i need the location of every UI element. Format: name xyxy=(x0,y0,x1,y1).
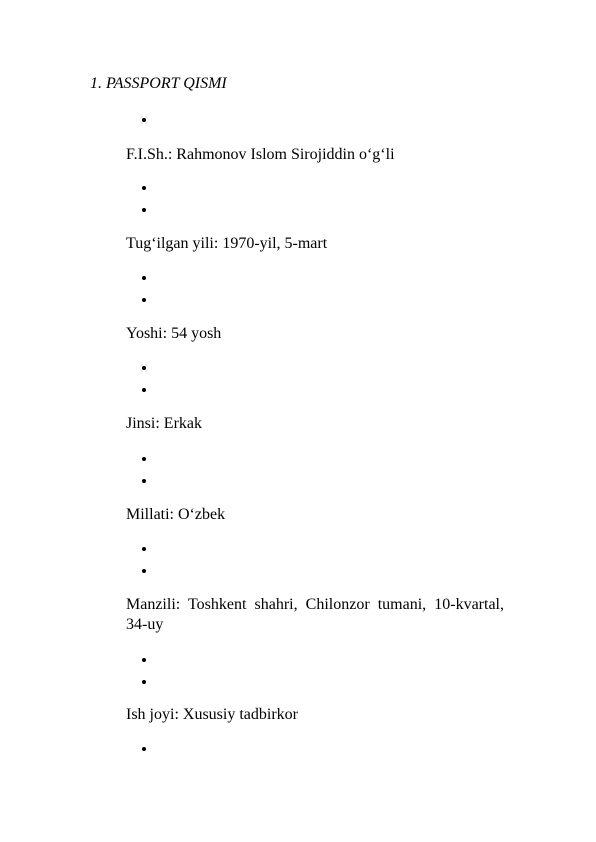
field-age xyxy=(126,324,504,344)
field-nationality xyxy=(126,505,504,525)
field-value: Rahmonov Islom Sirojiddin o‘g‘li xyxy=(176,146,395,163)
section-heading: 1. PASSPORT QISMI xyxy=(90,75,227,92)
empty-list-bullet xyxy=(142,208,146,212)
empty-list-bullet xyxy=(142,658,146,662)
empty-list-bullet xyxy=(142,547,146,551)
field-label: Tug‘ilgan yili: xyxy=(126,235,219,252)
empty-list-bullet xyxy=(142,680,146,684)
empty-list-bullet xyxy=(142,366,146,370)
field-value: 1970-yil, 5-mart xyxy=(222,235,328,252)
empty-list-bullet xyxy=(142,479,146,483)
field-value: Toshkent shahri, Chilonzor tumani, 10-kvartal, 34-uy xyxy=(126,596,504,633)
field-label: Ish joyi: xyxy=(126,706,179,723)
field-value: Erkak xyxy=(163,415,202,432)
empty-list-bullet xyxy=(142,276,146,280)
field-address xyxy=(126,595,504,635)
field-workplace xyxy=(126,705,504,725)
field-value: O‘zbek xyxy=(178,506,226,523)
empty-list-bullet xyxy=(142,457,146,461)
empty-list-bullet xyxy=(142,388,146,392)
empty-list-bullet xyxy=(142,118,146,122)
empty-list-bullet xyxy=(142,186,146,190)
empty-list-bullet xyxy=(142,747,146,751)
field-label: Millati: xyxy=(126,506,174,523)
field-value: Xususiy tadbirkor xyxy=(182,706,298,723)
field-label: Manzili: xyxy=(126,596,181,613)
field-label: F.I.Sh.: xyxy=(126,146,173,163)
field-label: Yoshi: xyxy=(126,325,168,342)
field-gender xyxy=(126,414,504,434)
field-label: Jinsi: xyxy=(126,415,160,432)
field-full-name xyxy=(126,145,504,165)
empty-list-bullet xyxy=(142,569,146,573)
empty-list-bullet xyxy=(142,298,146,302)
field-value: 54 yosh xyxy=(171,325,222,342)
field-birth-date xyxy=(126,234,504,254)
